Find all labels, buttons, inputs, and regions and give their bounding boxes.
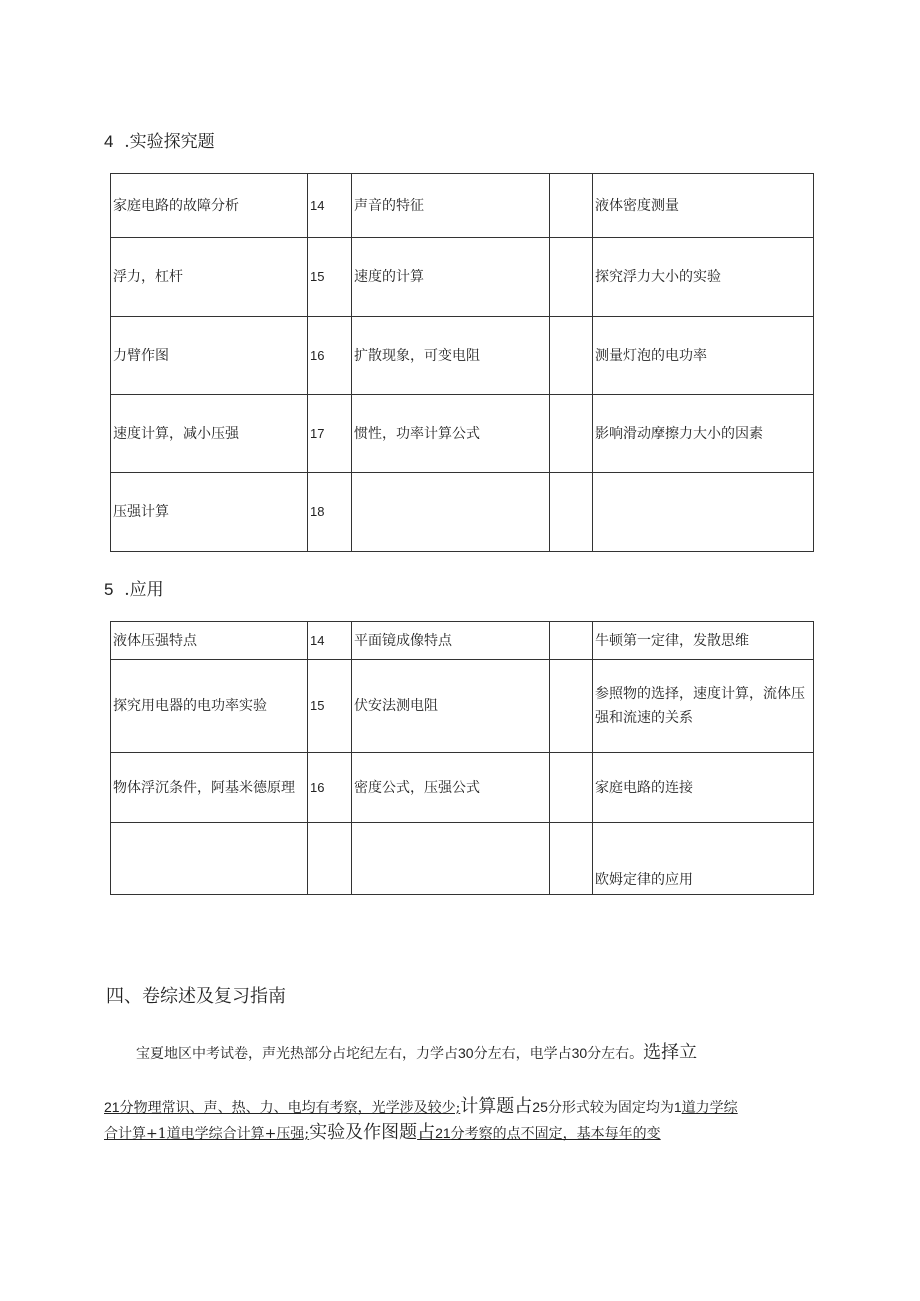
item-cell: 密度公式，压强公式 [352,753,550,823]
question-number-cell: 15 [308,660,352,753]
summary-number: 30 [458,1045,474,1061]
item-cell: 扩散现象，可变电阻 [352,317,550,395]
section5-table [110,621,814,895]
table-row [111,622,814,660]
topic-cell: 浮力，杠杆 [111,238,308,317]
blank-cell [550,622,593,660]
summary-number: 21 [104,1099,120,1115]
summary-text: 合计算+1道电学综合计算+压强; [104,1126,310,1142]
blank-cell [550,660,593,753]
summary-number: 1 [673,1099,682,1115]
item-cell [352,473,550,552]
experiment-cell: 家庭电路的连接 [593,753,814,823]
summary-line-2 [104,1094,738,1121]
summary-number: 30 [571,1045,588,1061]
section4-heading [104,127,215,152]
summary-text: 分形式较为固定均为 [547,1100,674,1116]
blank-cell [550,823,593,895]
section4-number: 4 [104,132,114,151]
question-number-cell: 14 [308,174,352,238]
summary-text: 分左右。 [587,1046,644,1062]
question-number-cell: 16 [308,317,352,395]
blank-cell [550,174,593,238]
section5-title: .应用 [124,580,164,600]
blank-cell [550,395,593,473]
blank-cell [550,753,593,823]
table-row [111,823,814,895]
table-row [111,660,814,753]
table-row [111,395,814,473]
item-cell: 速度的计算 [352,238,550,317]
question-number-cell: 14 [308,622,352,660]
question-number-cell: 18 [308,473,352,552]
blank-cell [550,238,593,317]
topic-cell: 液体压强特点 [111,622,308,660]
section4-title: .实验探究题 [124,132,215,152]
summary-line-3 [104,1120,661,1147]
topic-cell: 力臂作图 [111,317,308,395]
experiment-cell: 液体密度测量 [593,174,814,238]
topic-cell: 物体浮沉条件，阿基米德原理 [111,753,308,823]
experiment-cell: 欧姆定律的应用 [593,823,814,895]
summary-text: 分左右，电学占 [473,1046,572,1062]
experiment-cell: 参照物的选择，速度计算，流体压强和流速的关系 [593,660,814,753]
topic-cell [111,823,308,895]
summary-text-large: 计算题占 [460,1096,533,1117]
table-row [111,753,814,823]
summary-text-large: 占 [417,1122,436,1143]
topic-cell: 压强计算 [111,473,308,552]
blank-cell [550,317,593,395]
question-number-cell: 17 [308,395,352,473]
topic-cell: 探究用电器的电功率实验 [111,660,308,753]
summary-text: 道力学综 [681,1100,738,1116]
experiment-cell: 影响滑动摩擦力大小的因素 [593,395,814,473]
summary-text: 宝夏地区中考试卷，声光热部分占坨纪左右，力学占 [136,1046,458,1062]
item-cell [352,823,550,895]
experiment-cell [593,473,814,552]
section4-table [110,173,814,552]
summary-text: 分物理常识、声、热、力、电均有考察，光学涉及较少; [119,1100,461,1116]
item-cell: 伏安法测电阻 [352,660,550,753]
table-row [111,238,814,317]
section5-number: 5 [104,580,114,599]
summary-number: 21 [435,1125,451,1141]
item-cell: 声音的特征 [352,174,550,238]
blank-cell [550,473,593,552]
question-number-cell: 16 [308,753,352,823]
question-number-cell: 15 [308,238,352,317]
summary-text: 分考察的点不固定，基本每年的变 [450,1126,661,1142]
item-cell: 惯性，功率计算公式 [352,395,550,473]
experiment-cell: 牛顿第一定律，发散思维 [593,622,814,660]
experiment-cell: 测量灯泡的电功率 [593,317,814,395]
table-row [111,317,814,395]
summary-number: 25 [532,1099,548,1115]
summary-heading: 四、卷综述及复习指南 [106,986,286,1007]
question-number-cell [308,823,352,895]
section5-heading [104,575,164,600]
summary-line-1 [136,1040,697,1067]
table-row [111,473,814,552]
item-cell: 平面镜成像特点 [352,622,550,660]
topic-cell: 家庭电路的故障分析 [111,174,308,238]
experiment-cell: 探究浮力大小的实验 [593,238,814,317]
summary-text-large: 选择立 [643,1042,698,1063]
summary-text-large: 实验及作图题 [309,1122,418,1143]
topic-cell: 速度计算，减小压强 [111,395,308,473]
table-row [111,174,814,238]
